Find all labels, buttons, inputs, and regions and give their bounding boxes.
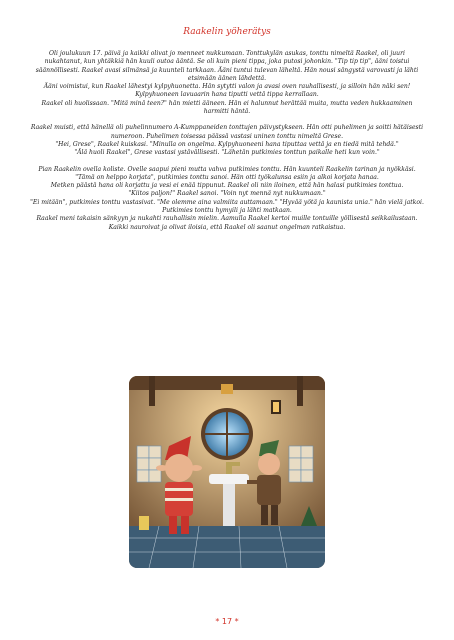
story-paragraph: "Älä huoli Raakel", Grese vastasi ystävällisesti. "Lähetän putkimies tonttun paikalle heti kun voin." bbox=[74, 149, 380, 157]
story-paragraph: Ääni voimistui, kun Raakel lähestyi kylpyhuonetta. Hän sytytti valon ja avasi oven rauhallisesti, ja silloin hän näki sen! Kylpyhuoneen lavuaarin hana tiputti vettä tippa kerrallaan. bbox=[43, 83, 411, 99]
sink-basin bbox=[209, 474, 249, 484]
story-paragraph: Raakel muisti, että hänellä oli puhelinnumero A-Kumppaneiden tonttujen päivystykseen. Hän otti puhelimen ja soitti hätäisesti numeroon. Puhelimen toisessa päässä vastasi uninen tonttu nimeltä Grese. bbox=[30, 124, 424, 140]
story-paragraph: Metken päästä hana oli korjattu ja vesi ei enää tippunut. Raakel oli niin iloinen, että hän halasi putkimies tonttua. bbox=[50, 182, 404, 190]
tiled-floor bbox=[129, 526, 325, 568]
paragraph-gap bbox=[30, 116, 424, 124]
story-paragraph: Raakel oli huolissaan. "Mitä minä teen?" hän mietti ääneen. Hän ei halunnut herättää muita, mutta veden hukkaaminen harmitti häntä. bbox=[41, 99, 413, 116]
story-illustration bbox=[129, 376, 325, 568]
story-paragraph: "Hei, Grese", Raakel kuiskasi. "Minulla on ongelma. Kylpyhuoneeni hana tiputtaa vettä ja en tiedä mitä tehdä." bbox=[55, 140, 399, 148]
story-paragraph: Pian Raakelin ovella koliste. Ovelle saapui pieni mutta vahva putkimies tonttu. Hän kuunteli Raakelin tarinan ja nyökkäsi. "Tämä on helppo korjata", putkimies tonttu sanoi. Hän otti työkalunsa esiin ja alkoi korjata hanaa. bbox=[38, 165, 416, 181]
story-paragraph: Oli joulukuun 17. päivä ja kaikki olivat jo menneet nukkumaan. Tonttukylän asukas, tonttu nimeltä Raakel, oli juuri nukahtanut, kun yhtäkkiä hän kuuli outoa ääntä. Se oli kuin pieni tippa, joka putosi johonkin. "Tip tip tip", ääni toistui säännöllisesti. Raakel avasi silmänsä ja kuunteli tarkkaan. Ääni tuntui tulevan läheltä. Hän nousi sängystä varovasti ja lähti etsimään äänen lähdettä. bbox=[35, 50, 419, 82]
story-paragraph: Raakel meni takaisin sänkyyn ja nukahti rauhallisin mielin. Aamulla Raakel kertoi muille tontuille yöllisestä seikkailustaan. Kaikki nauroivat ja olivat iloisia, että Raakel oli saanut ongelman ratkaistua. bbox=[36, 215, 418, 231]
story-paragraph: "Ei mitään", putkimies tonttu vastasivat. "Me olemme aina valmiita auttamaan." "Hyvää yötä ja kaunista unia." hän vielä jatkoi. Putkimies tonttu hymyili ja lähti matkaan. bbox=[30, 198, 424, 215]
page-number: * 17 * bbox=[215, 617, 239, 626]
story-text bbox=[30, 50, 424, 232]
ceiling-lamp bbox=[221, 384, 233, 394]
paragraph-gap bbox=[30, 158, 424, 166]
story-paragraph: "Kiitos paljon!" Raakel sanoi. "Voin nyt mennä nyt nukkumaan." bbox=[128, 190, 326, 198]
candle bbox=[139, 516, 149, 530]
elves-bathroom-illustration bbox=[129, 376, 325, 568]
sink-pedestal bbox=[223, 484, 235, 526]
page-title: Raakelin yöherätys bbox=[183, 27, 271, 37]
